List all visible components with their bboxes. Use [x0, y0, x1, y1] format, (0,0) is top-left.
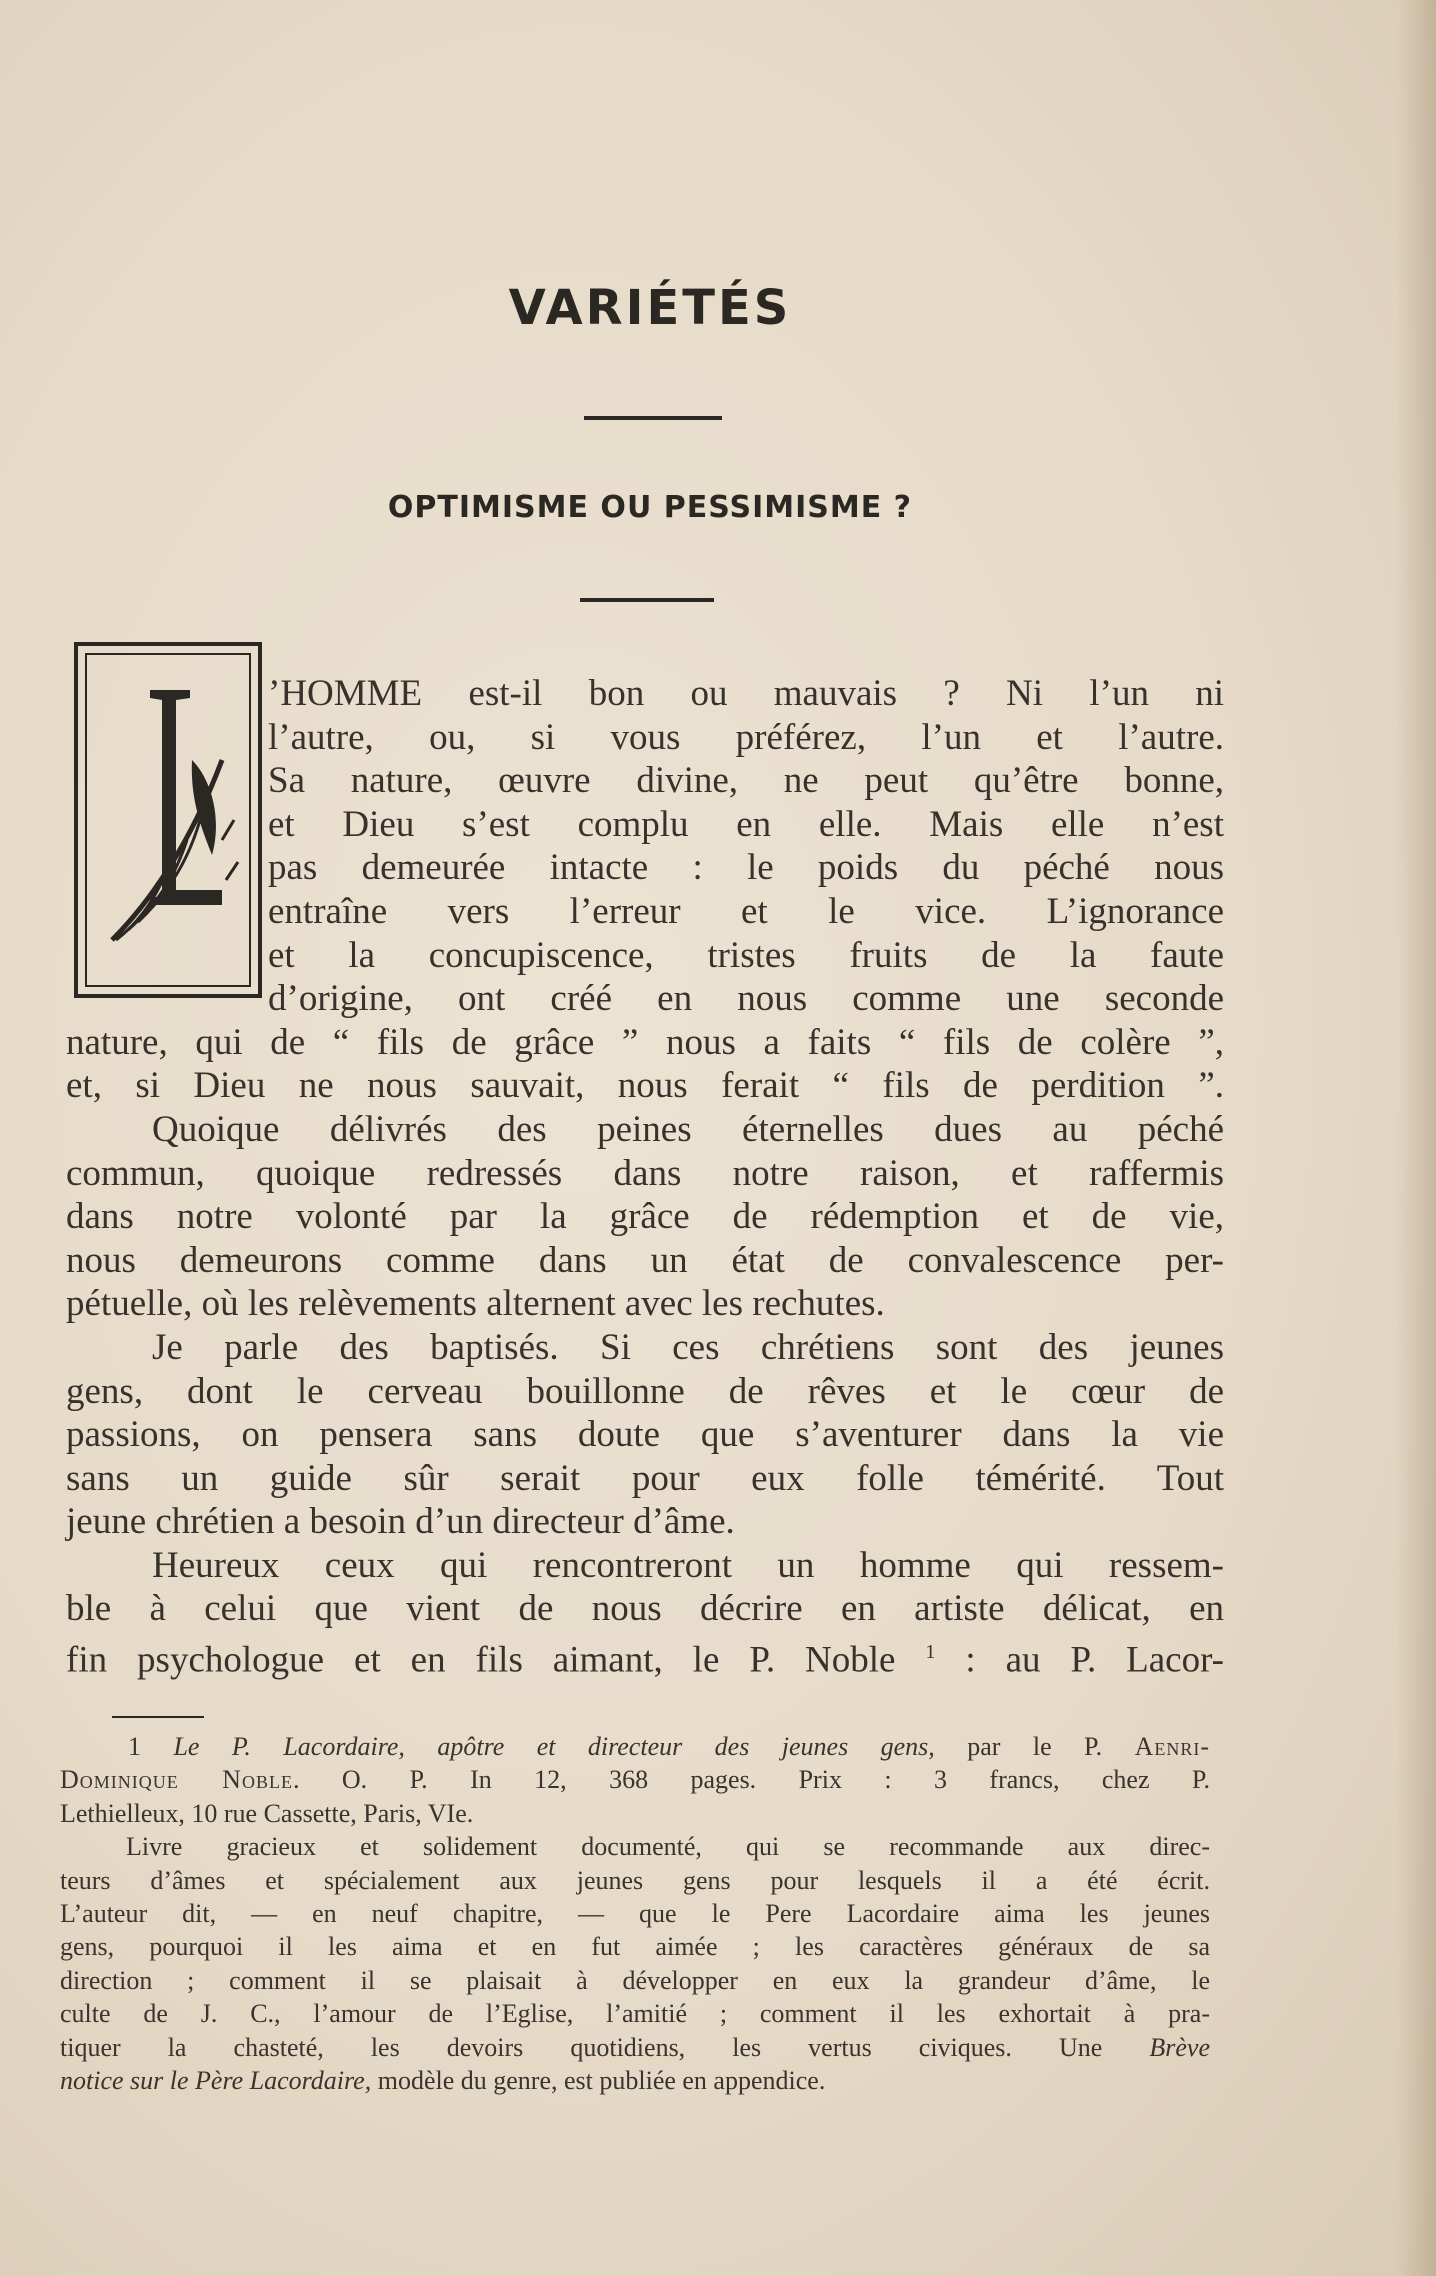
footnote-line: culte de J. C., l’amour de l’Eglise, l’amitié ; comment il les exhortait à pra- [60, 1999, 1210, 2029]
footnote-divider [112, 1716, 204, 1718]
text-line: commun, quoique redressés dans notre raison, et raffermis [66, 1152, 1224, 1194]
text-line: nature, qui de “ fils de grâce ” nous a faits “ fils de colère ”, [66, 1021, 1224, 1063]
footnote-line: direction ; comment il se plaisait à développer en eux la grandeur d’âme, le [60, 1965, 1210, 1995]
text-line: et la concupiscence, tristes fruits de la faute [268, 934, 1224, 976]
footnote-line [60, 2031, 1210, 2064]
text-line: fin psychologue et en fils aimant, le P. Noble $^1$ : au P. Lacor- [66, 1639, 1224, 1681]
footnote-line [60, 1730, 1210, 1763]
footnote-number: 1 [128, 1732, 141, 1761]
text-line: Je parle des baptisés. Si ces chrétiens sont des jeunes [152, 1326, 1224, 1368]
text-fragment: au P. Lacor- [1005, 1639, 1224, 1681]
text-line: jeune chrétien a besoin d’un directeur d’âme. [66, 1501, 735, 1543]
footnote-line [60, 1763, 1210, 1796]
footnote-line: Lethielleux, 10 rue Cassette, Paris, VIe. [60, 1798, 474, 1828]
book-title: Le P. Lacordaire, apôtre et directeur des jeunes gens, [173, 1732, 935, 1761]
text-line: gens, dont le cerveau bouillonne de rêves et le cœur de [66, 1370, 1224, 1412]
divider [580, 598, 714, 602]
text-fragment: . O. P. In 12, 368 pages. Prix : 3 francs, chez P. [292, 1765, 1210, 1795]
text-line: Sa nature, œuvre divine, ne peut qu’être bonne, [268, 760, 1224, 802]
footnote-line [60, 2064, 1210, 2097]
divider [584, 416, 722, 420]
text-line: ble à celui que vient de nous décrire en artiste délicat, en [66, 1588, 1224, 1630]
author-name: Dominique Noble [60, 1765, 293, 1795]
article-body [66, 672, 1224, 1681]
footnote-ref: 1 [925, 1641, 936, 1664]
text-line: passions, on pensera sans doute que s’aventurer dans la vie [66, 1414, 1224, 1456]
text-line: nous demeurons comme dans un état de convalescence per- [66, 1239, 1224, 1281]
footnote-line: L’auteur dit, — en neuf chapitre, — que le Pere Lacordaire aima les jeunes [60, 1898, 1210, 1928]
footnote-line: teurs d’âmes et spécialement aux jeunes gens pour lesquels il a été écrit. [60, 1865, 1210, 1895]
text-fragment: par le P. [967, 1732, 1103, 1761]
text-line: d’origine, ont créé en nous comme une seconde [268, 978, 1224, 1020]
text-line: entraîne vers l’erreur et le vice. L’ignorance [268, 890, 1224, 932]
text-line: dans notre volonté par la grâce de rédemption et de vie, [66, 1196, 1224, 1238]
text-fragment: modèle du genre, est publiée en appendice. [377, 2065, 826, 2095]
text-line: Quoique délivrés des peines éternelles dues au péché [152, 1108, 1224, 1150]
text-line: pétuelle, où les relèvements alternent avec les rechutes. [66, 1283, 885, 1325]
text-line: et Dieu s’est complu en elle. Mais elle n’est [268, 803, 1224, 845]
page-title: VARIÉTÉS [508, 280, 792, 336]
text-line: sans un guide sûr serait pour eux folle témérité. Tout [66, 1457, 1224, 1499]
text-fragment: tiquer la chasteté, les devoirs quotidiens, les vertus civiques. Une [60, 2032, 1103, 2062]
notice-title: notice sur le Père Lacordaire, [60, 2065, 372, 2095]
footnote-line: Livre gracieux et solidement documenté, qui se recommande aux direc- [126, 1832, 1210, 1862]
page-shadow [1396, 0, 1436, 2276]
text-fragment: fin psychologue et en fils aimant, le P. Noble [66, 1639, 896, 1681]
article-title: OPTIMISME OU PESSIMISME ? [387, 490, 913, 525]
text-line: l’autre, ou, si vous préférez, l’un et l’autre. [268, 716, 1224, 758]
footnote-line: gens, pourquoi il les aima et en fut aimée ; les caractères généraux de sa [60, 1932, 1210, 1962]
footnotes [60, 1730, 1210, 2097]
text-line: Heureux ceux qui rencontreront un homme qui ressem- [152, 1544, 1224, 1586]
text-line: et, si Dieu ne nous sauvait, nous ferait “ fils de perdition ”. [66, 1065, 1224, 1107]
text-line: pas demeurée intacte : le poids du péché nous [268, 847, 1224, 889]
text-line: ’HOMME est-il bon ou mauvais ? Ni l’un ni [268, 673, 1224, 714]
notice-title: Brève [1149, 2032, 1210, 2062]
author-name: Aenri- [1134, 1732, 1211, 1761]
